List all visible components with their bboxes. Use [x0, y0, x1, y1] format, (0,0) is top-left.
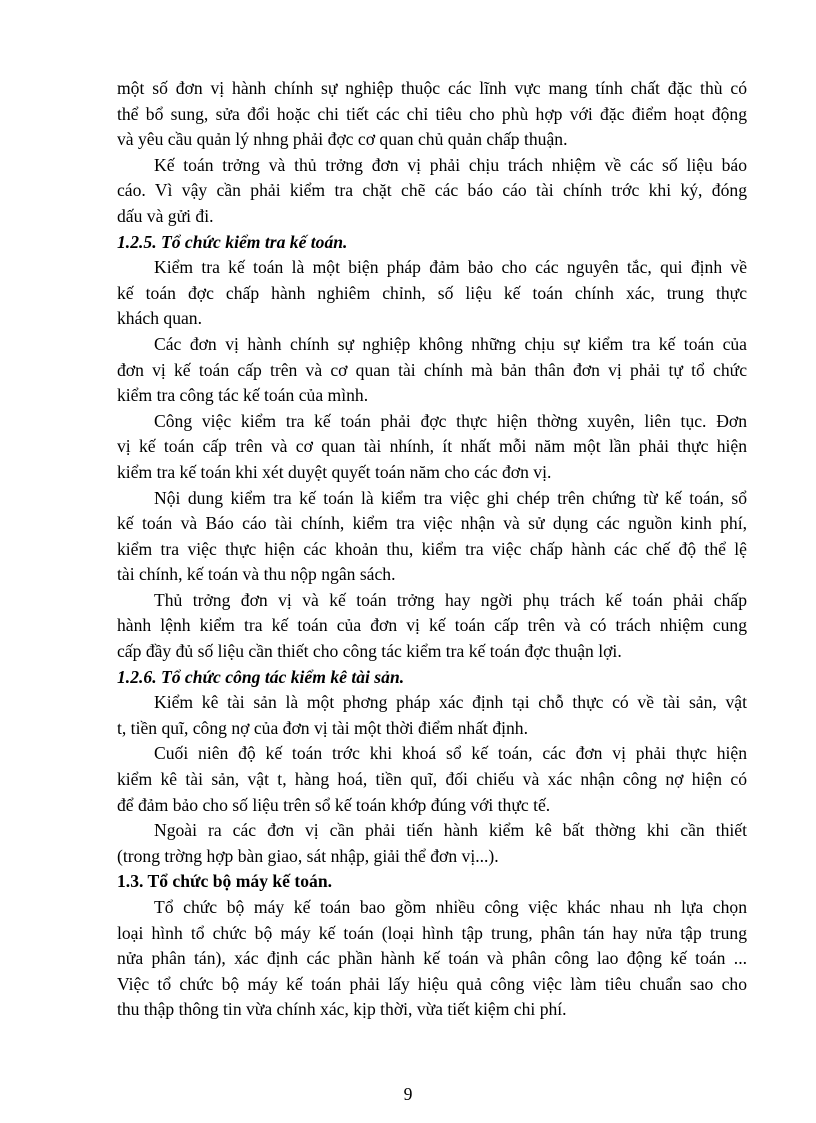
paragraph-line: Kiểm tra kế toán là một biện pháp đảm bảo cho các nguyên tắc, qui định về [154, 257, 747, 278]
paragraph-line: vị kế toán cấp trên và cơ quan tài nhính, ít nhất mỗi năm một lần phải thực hiện [117, 436, 747, 457]
paragraph-line: kiểm tra kế toán khi xét duyệt quyết toán năm cho các đơn vị. [117, 461, 552, 482]
paragraph-line: cáo. Vì vậy cần phải kiểm tra chặt chẽ các báo cáo tài chính trớc khi ký, đóng [117, 180, 747, 201]
paragraph-line: t, tiền quĩ, công nợ của đơn vị tài một thời điểm nhất định. [117, 717, 529, 738]
paragraph-line: một số đơn vị hành chính sự nghiệp thuộc các lĩnh vực mang tính chất đặc thù có [117, 78, 747, 98]
paragraph-line: kế toán đợc chấp hành nghiêm chỉnh, số liệu kế toán chính xác, trung thực [117, 282, 747, 303]
paragraph-line: thể bổ sung, sửa đổi hoặc chi tiết các chỉ tiêu cho phù hợp với đặc điểm hoạt động [117, 103, 747, 124]
paragraph-line: Kế toán trởng và thủ trởng đơn vị phải chịu trách nhiệm về các số liệu báo [154, 154, 747, 175]
paragraph-line: kiểm tra công tác kế toán của mình. [117, 385, 369, 406]
page-number: 9 [403, 1084, 413, 1104]
paragraph-line: nửa phân tán), xác định các phần hành kế toán và phân công lao động kế toán ... [117, 948, 747, 969]
paragraph-line: hành lệnh kiểm tra kế toán của đơn vị kế toán cấp trên và có trách nhiệm cung [117, 615, 747, 636]
paragraph-line: kiểm tra việc thực hiện các khoản thu, kiểm tra việc chấp hành các chế độ thể lệ [117, 538, 747, 559]
paragraph-line: Kiểm kê tài sản là một phơng pháp xác định tại chỗ thực có về tài sản, vật [154, 692, 747, 713]
section-heading-1-3: 1.3. Tổ chức bộ máy kế toán. [117, 871, 333, 892]
document-body [117, 76, 747, 1023]
paragraph-line: Ngoài ra các đơn vị cần phải tiến hành kiểm kê bất thờng khi cần thiết [154, 820, 747, 841]
paragraph-line: Các đơn vị hành chính sự nghiệp không những chịu sự kiểm tra kế toán của [154, 333, 747, 354]
paragraph-line: và yêu cầu quản lý nhng phải đợc cơ quan chủ quản chấp thuận. [117, 129, 568, 150]
paragraph-line: thu thập thông tin vừa chính xác, kịp thời, vừa tiết kiệm chi phí. [117, 999, 567, 1020]
paragraph-line: (trong trờng hợp bàn giao, sát nhập, giải thể đơn vị...). [117, 845, 499, 866]
paragraph-line: Nội dung kiểm tra kế toán là kiểm tra việc ghi chép trên chứng từ kế toán, sổ [154, 487, 747, 508]
paragraph-line: kiểm kê tài sản, vật t, hàng hoá, tiền quĩ, đối chiếu và xác nhận công nợ hiện có [117, 769, 747, 790]
paragraph-line: Công việc kiểm tra kế toán phải đợc thực hiện thờng xuyên, liên tục. Đơn [154, 410, 747, 431]
paragraph-line: khách quan. [117, 308, 203, 329]
paragraph-line: dấu và gửi đi. [117, 205, 214, 226]
paragraph-line: tài chính, kế toán và thu nộp ngân sách. [117, 564, 396, 585]
paragraph-line: Thủ trởng đơn vị và kế toán trởng hay ngời phụ trách kế toán phải chấp [154, 589, 747, 610]
section-heading-1-2-6: 1.2.6. Tổ chức công tác kiểm kê tài sản. [117, 666, 405, 687]
paragraph-line: Tổ chức bộ máy kế toán bao gồm nhiều công việc khác nhau nh lựa chọn [154, 897, 747, 917]
paragraph-line: kế toán và Báo cáo tài chính, kiểm tra việc nhận và sử dụng các nguồn kinh phí, [117, 513, 747, 534]
paragraph-line: Cuối niên độ kế toán trớc khi khoá sổ kế toán, các đơn vị phải thực hiện [154, 743, 747, 764]
paragraph-line: đơn vị kế toán cấp trên và cơ quan tài chính mà bản thân đơn vị phải tự tổ chức [117, 359, 747, 380]
paragraph-line: cấp đầy đủ số liệu cần thiết cho công tác kiểm tra kế toán đợc thuận lợi. [117, 641, 622, 662]
paragraph-line: loại hình tổ chức bộ máy kế toán (loại hình tập trung, phân tán hay nửa tập trung [117, 922, 747, 943]
paragraph-line: Việc tổ chức bộ máy kế toán phải lấy hiệu quả công việc làm tiêu chuẩn sao cho [117, 973, 747, 994]
paragraph-line: để đảm bảo cho số liệu trên sổ kế toán khớp đúng với thực tế. [117, 794, 551, 815]
section-heading-1-2-5: 1.2.5. Tổ chức kiểm tra kế toán. [117, 231, 348, 252]
